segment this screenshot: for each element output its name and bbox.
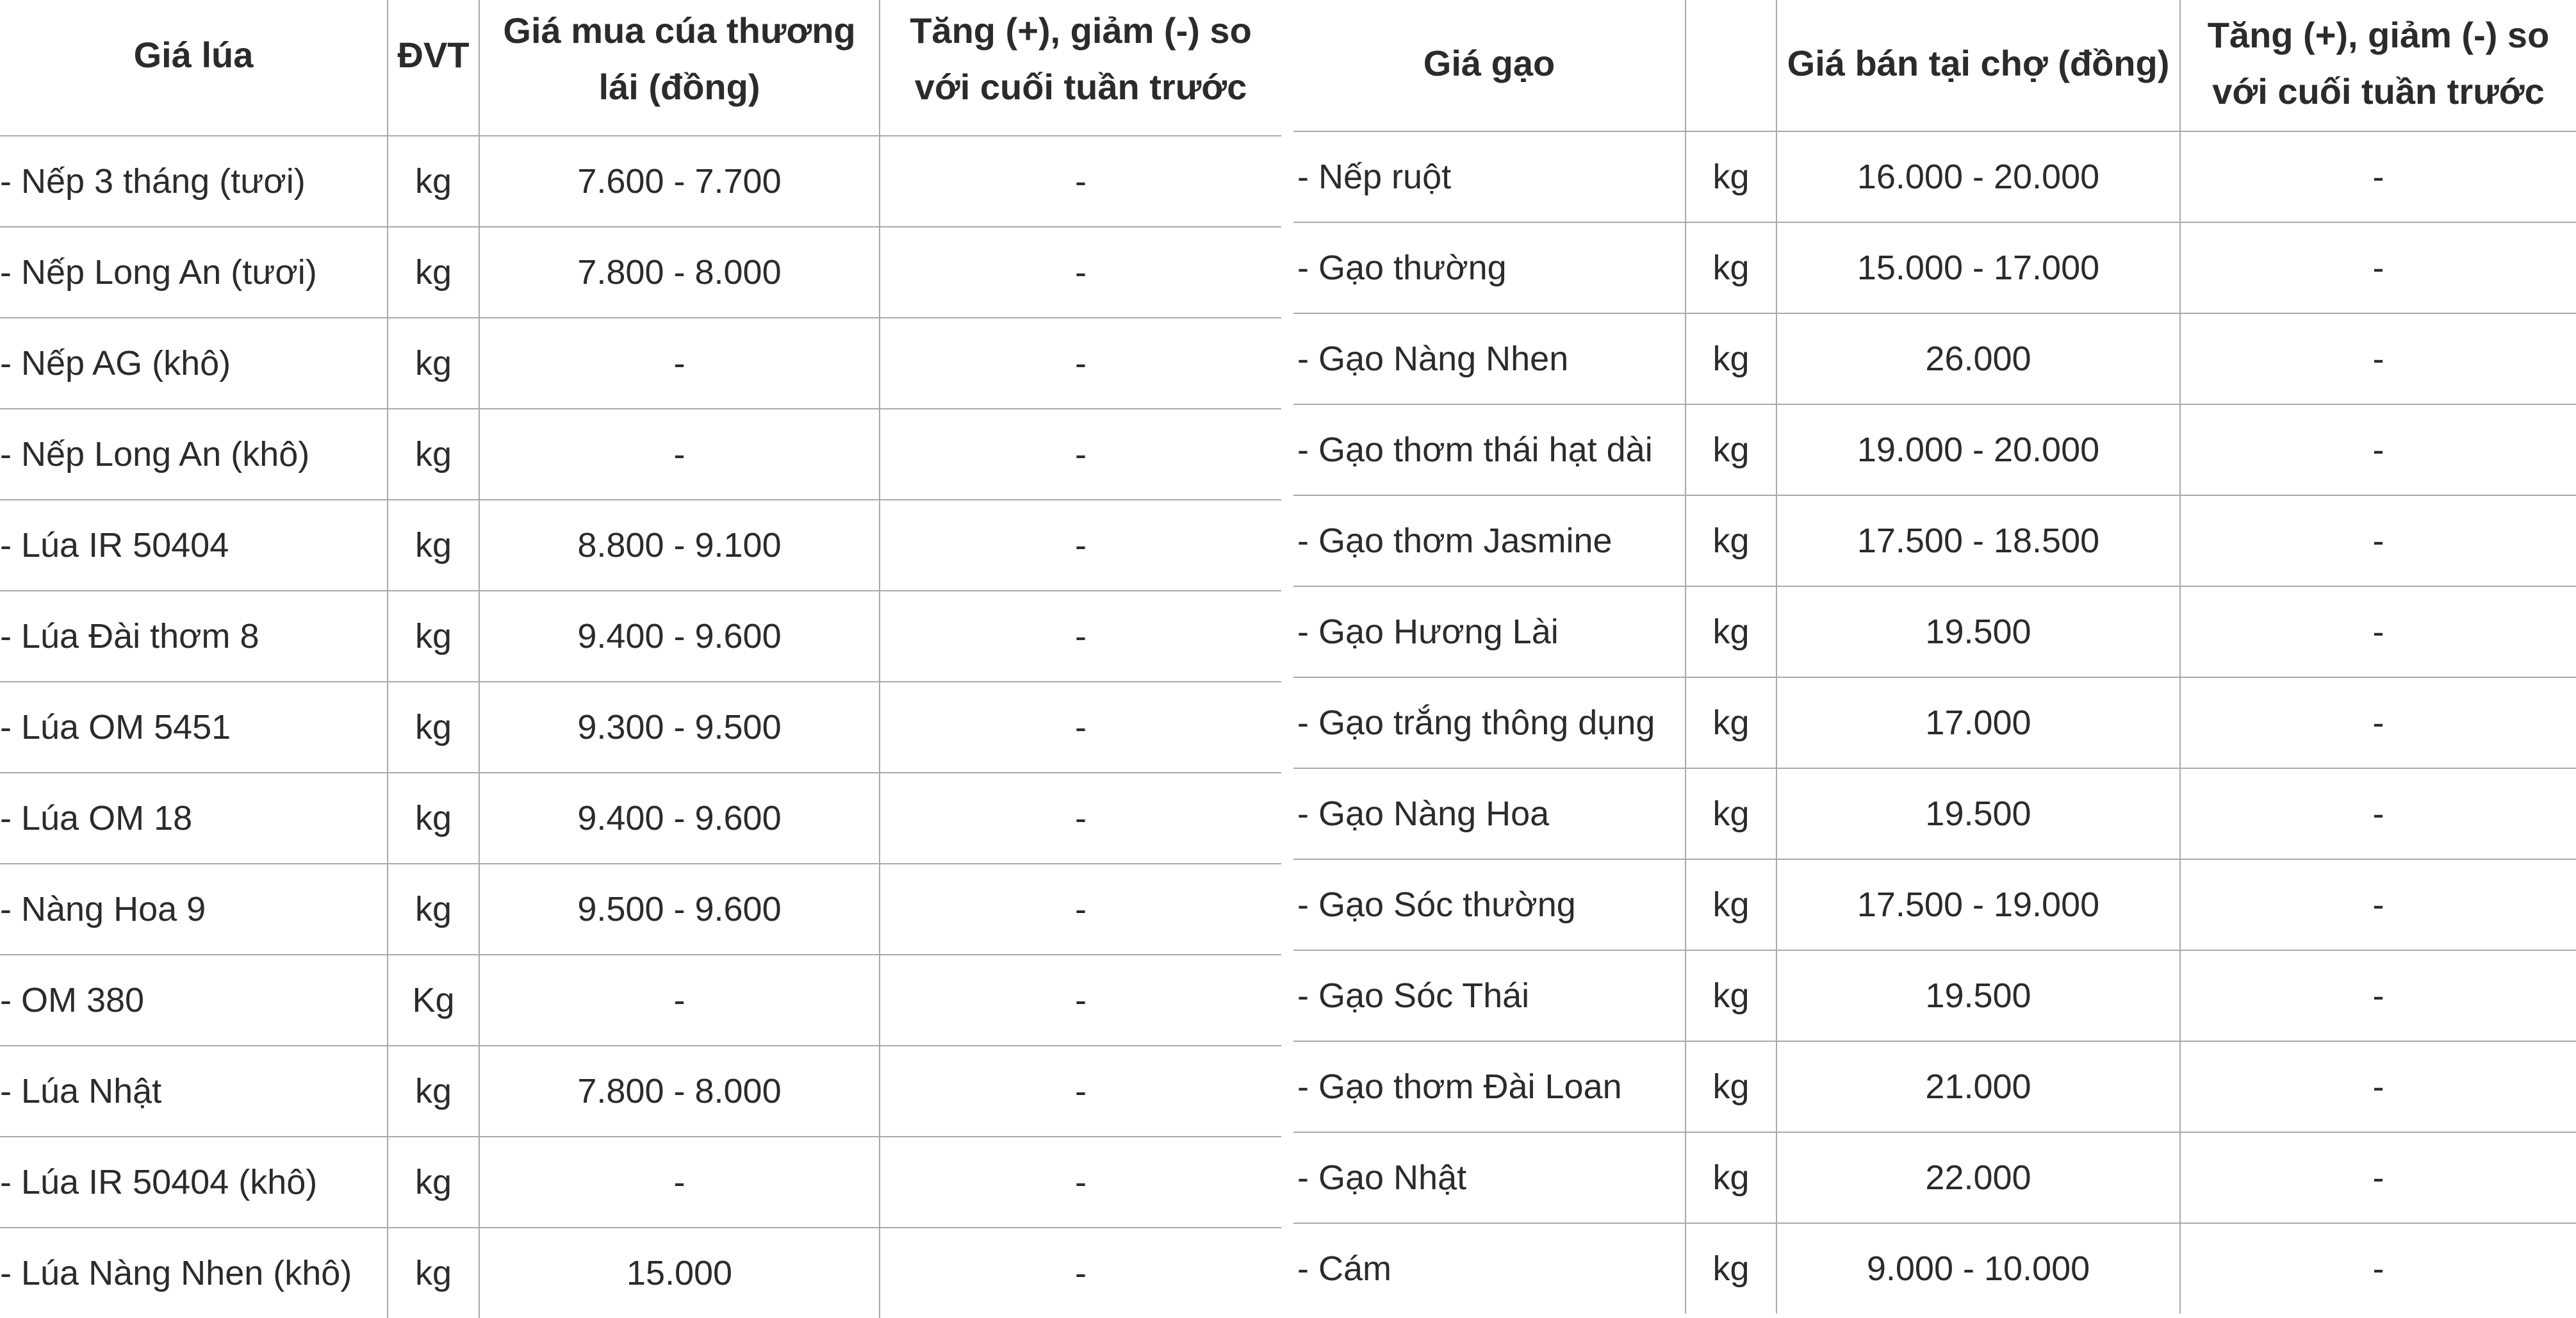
change-cell: -: [2180, 1132, 2576, 1223]
item-name-cell: - Gạo Nàng Nhen: [1293, 313, 1686, 404]
header-rice-name: Giá gạo: [1293, 0, 1686, 131]
table-row: [1293, 1132, 2576, 1223]
item-name-cell: - Nàng Hoa 9: [0, 864, 388, 955]
unit-cell: Kg: [388, 955, 479, 1046]
item-name-cell: - Gạo Hương Lài: [1293, 586, 1686, 677]
price-cell: 16.000 - 20.000: [1776, 131, 2180, 222]
table-header-row: [0, 0, 1281, 136]
change-cell: -: [880, 409, 1281, 500]
table-row: [0, 227, 1281, 318]
price-cell: 15.000 - 17.000: [1776, 222, 2180, 313]
rice-price-panel: [1293, 0, 2576, 1314]
change-cell: -: [2180, 131, 2576, 222]
change-cell: -: [880, 1046, 1281, 1137]
item-name-cell: - Gạo Nhật: [1293, 1132, 1686, 1223]
price-cell: 15.000: [479, 1228, 880, 1318]
price-cell: 9.300 - 9.500: [479, 682, 880, 773]
unit-cell: kg: [1686, 404, 1776, 495]
item-name-cell: - Nếp ruột: [1293, 131, 1686, 222]
item-name-cell: - Lúa IR 50404: [0, 500, 388, 591]
price-cell: 9.000 - 10.000: [1776, 1223, 2180, 1314]
price-cell: 7.800 - 8.000: [479, 1046, 880, 1137]
price-cell: 8.800 - 9.100: [479, 500, 880, 591]
change-cell: -: [880, 955, 1281, 1046]
table-row: [0, 500, 1281, 591]
table-row: [1293, 768, 2576, 859]
table-row: [1293, 950, 2576, 1041]
table-row: [1293, 495, 2576, 586]
item-name-cell: - Lúa Nhật: [0, 1046, 388, 1137]
table-row: [1293, 859, 2576, 950]
unit-cell: kg: [1686, 495, 1776, 586]
change-cell: -: [2180, 1041, 2576, 1132]
unit-cell: kg: [1686, 1041, 1776, 1132]
change-cell: -: [880, 318, 1281, 409]
table-header-row: [1293, 0, 2576, 131]
unit-cell: kg: [1686, 222, 1776, 313]
unit-cell: kg: [388, 318, 479, 409]
item-name-cell: - Gạo Sóc Thái: [1293, 950, 1686, 1041]
table-row: [0, 955, 1281, 1046]
unit-cell: kg: [388, 1046, 479, 1137]
table-row: [1293, 677, 2576, 768]
unit-cell: kg: [1686, 1132, 1776, 1223]
price-cell: -: [479, 955, 880, 1046]
price-cell: 22.000: [1776, 1132, 2180, 1223]
price-cell: 7.800 - 8.000: [479, 227, 880, 318]
price-cell: 26.000: [1776, 313, 2180, 404]
item-name-cell: - Gạo thường: [1293, 222, 1686, 313]
item-name-cell: - Lúa IR 50404 (khô): [0, 1137, 388, 1228]
header-market-price: Giá bán tại chợ (đồng): [1776, 0, 2180, 131]
price-cell: 7.600 - 7.700: [479, 136, 880, 227]
table-row: [0, 1137, 1281, 1228]
header-trader-price: Giá mua cúa thương lái (đồng): [479, 0, 880, 136]
item-name-cell: - Lúa OM 18: [0, 773, 388, 864]
header-change: Tăng (+), giảm (-) so với cuối tuần trước: [2180, 0, 2576, 131]
price-cell: -: [479, 409, 880, 500]
change-cell: -: [880, 1228, 1281, 1318]
table-row: [0, 864, 1281, 955]
price-cell: 19.500: [1776, 586, 2180, 677]
unit-cell: kg: [388, 864, 479, 955]
item-name-cell: - Lúa OM 5451: [0, 682, 388, 773]
table-row: [0, 136, 1281, 227]
item-name-cell: - Gạo Nàng Hoa: [1293, 768, 1686, 859]
change-cell: -: [880, 500, 1281, 591]
item-name-cell: - Nếp 3 tháng (tươi): [0, 136, 388, 227]
price-cell: 17.500 - 19.000: [1776, 859, 2180, 950]
unit-cell: kg: [1686, 677, 1776, 768]
change-cell: -: [880, 682, 1281, 773]
item-name-cell: - Lúa Đài thơm 8: [0, 591, 388, 682]
item-name-cell: - Gạo thơm Đài Loan: [1293, 1041, 1686, 1132]
unit-cell: kg: [1686, 586, 1776, 677]
price-cell: 21.000: [1776, 1041, 2180, 1132]
table-row: [0, 591, 1281, 682]
unit-cell: kg: [1686, 859, 1776, 950]
table-row: [0, 682, 1281, 773]
change-cell: -: [880, 1137, 1281, 1228]
table-row: [0, 1228, 1281, 1318]
change-cell: -: [2180, 586, 2576, 677]
item-name-cell: - Nếp Long An (tươi): [0, 227, 388, 318]
item-name-cell: - OM 380: [0, 955, 388, 1046]
unit-cell: kg: [388, 682, 479, 773]
item-name-cell: - Gạo thơm Jasmine: [1293, 495, 1686, 586]
table-row: [0, 409, 1281, 500]
price-cell: 9.500 - 9.600: [479, 864, 880, 955]
price-cell: 19.500: [1776, 950, 2180, 1041]
price-cell: 19.000 - 20.000: [1776, 404, 2180, 495]
change-cell: -: [880, 591, 1281, 682]
paddy-price-panel: [0, 0, 1281, 1318]
unit-cell: kg: [1686, 313, 1776, 404]
price-cell: 17.000: [1776, 677, 2180, 768]
table-row: [1293, 1223, 2576, 1314]
paddy-price-table: [0, 0, 1281, 1318]
change-cell: -: [2180, 222, 2576, 313]
change-cell: -: [2180, 1223, 2576, 1314]
item-name-cell: - Gạo Sóc thường: [1293, 859, 1686, 950]
price-cell: 19.500: [1776, 768, 2180, 859]
table-row: [1293, 1041, 2576, 1132]
price-cell: -: [479, 318, 880, 409]
table-row: [1293, 586, 2576, 677]
unit-cell: kg: [388, 227, 479, 318]
change-cell: -: [880, 773, 1281, 864]
table-row: [0, 318, 1281, 409]
table-row: [1293, 313, 2576, 404]
unit-cell: kg: [1686, 131, 1776, 222]
unit-cell: kg: [388, 136, 479, 227]
table-row: [0, 773, 1281, 864]
unit-cell: kg: [1686, 1223, 1776, 1314]
unit-cell: kg: [1686, 950, 1776, 1041]
price-cell: 9.400 - 9.600: [479, 591, 880, 682]
item-name-cell: - Nếp Long An (khô): [0, 409, 388, 500]
unit-cell: kg: [388, 1228, 479, 1318]
change-cell: -: [880, 136, 1281, 227]
change-cell: -: [2180, 950, 2576, 1041]
item-name-cell: - Lúa Nàng Nhen (khô): [0, 1254, 352, 1292]
header-change: Tăng (+), giảm (-) so với cuối tuần trước: [880, 0, 1281, 136]
change-cell: -: [2180, 768, 2576, 859]
change-cell: -: [2180, 495, 2576, 586]
unit-cell: kg: [388, 591, 479, 682]
change-cell: -: [2180, 404, 2576, 495]
change-cell: -: [2180, 313, 2576, 404]
unit-cell: kg: [388, 773, 479, 864]
price-cell: -: [479, 1137, 880, 1228]
change-cell: -: [2180, 859, 2576, 950]
item-name-cell: - Nếp AG (khô): [0, 318, 388, 409]
price-cell: 9.400 - 9.600: [479, 773, 880, 864]
change-cell: -: [880, 864, 1281, 955]
table-row: [1293, 131, 2576, 222]
item-name-cell: - Gạo trắng thông dụng: [1293, 677, 1686, 768]
header-unit: ĐVT: [388, 0, 479, 136]
table-row: [0, 1046, 1281, 1137]
unit-cell: kg: [388, 1137, 479, 1228]
rice-price-table: [1293, 0, 2576, 1314]
price-cell: 17.500 - 18.500: [1776, 495, 2180, 586]
item-name-cell: - Cám: [1297, 1249, 1391, 1288]
item-name-cell: - Gạo thơm thái hạt dài: [1293, 404, 1686, 495]
table-row: [1293, 222, 2576, 313]
unit-cell: kg: [1686, 768, 1776, 859]
header-paddy-name: Giá lúa: [0, 0, 388, 136]
table-row: [1293, 404, 2576, 495]
unit-cell: kg: [388, 409, 479, 500]
unit-cell: kg: [388, 500, 479, 591]
change-cell: -: [2180, 677, 2576, 768]
change-cell: -: [880, 227, 1281, 318]
header-unit: [1686, 0, 1776, 131]
